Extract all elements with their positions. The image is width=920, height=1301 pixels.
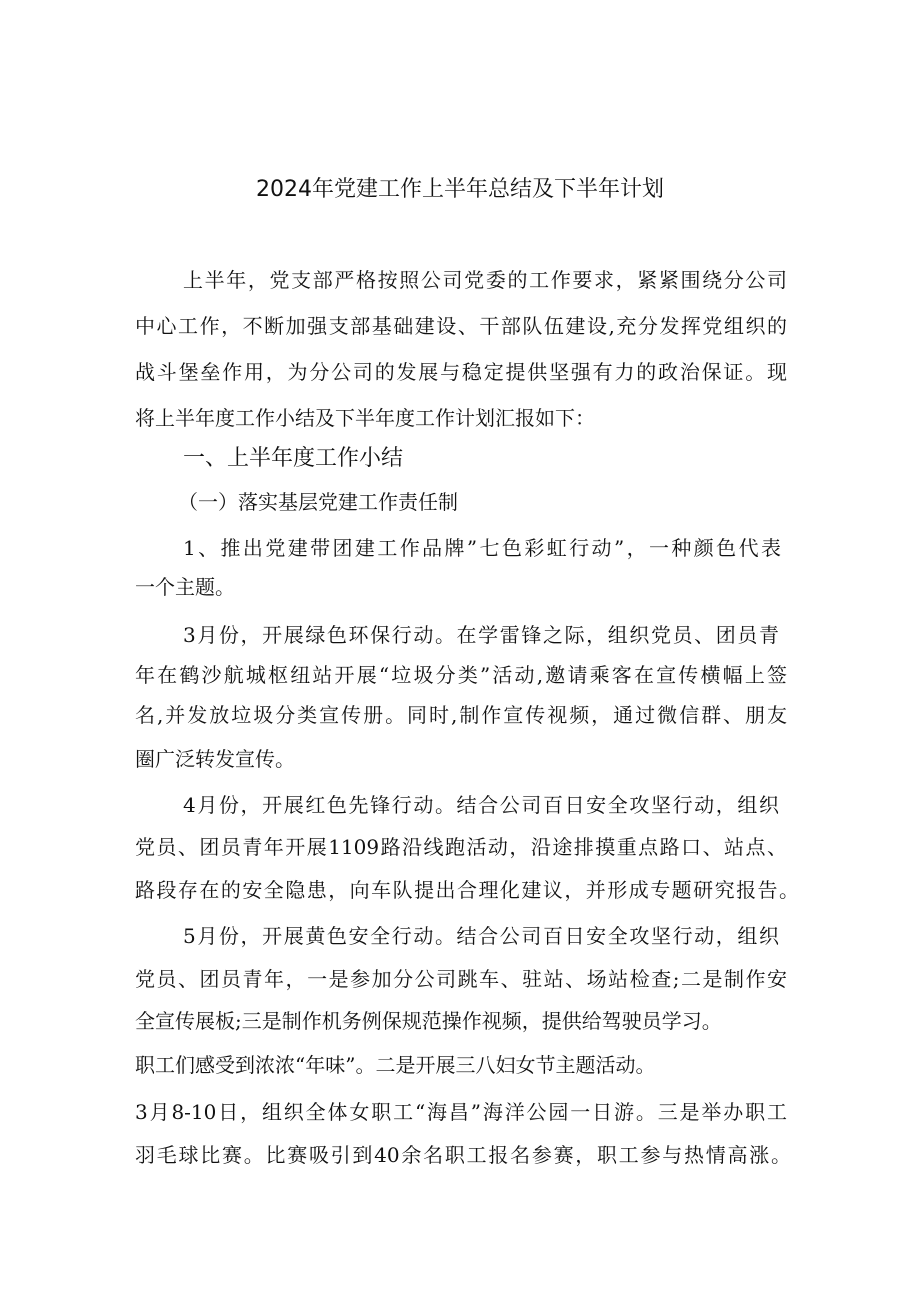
march-line-3: 名,并发放垃圾分类宣传册。同时,制作宣传视频，通过微信群、朋友 xyxy=(135,703,787,727)
march-line-2: 年在鹤沙航城枢纽站开展“垃圾分类”活动,邀请乘客在宣传横幅上签 xyxy=(135,663,787,687)
trailing-line-1: 职工们感受到浓浓“年味”。二是开展三八妇女节主题活动。 xyxy=(135,1053,656,1077)
section-heading: 一、上半年度工作小结 xyxy=(183,446,404,471)
intro-line-2: 中心工作，不断加强支部基础建设、干部队伍建设,充分发挥党组织的 xyxy=(135,314,787,338)
intro-line-4: 将上半年度工作小结及下半年度工作计划汇报如下： xyxy=(135,406,595,430)
trailing-line-2: 3月8-10日，组织全体女职工“海昌”海洋公园一日游。三是举办职工 xyxy=(135,1100,787,1124)
april-line-1: 4月份，开展红色先锋行动。结合公司百日安全攻坚行动，组织 xyxy=(183,793,779,817)
april-line-3: 路段存在的安全隐患，向车队提出合理化建议，并形成专题研究报告。 xyxy=(135,878,799,902)
document-title: 2024年党建工作上半年总结及下半年计划 xyxy=(256,177,664,202)
item1-line-2: 一个主题。 xyxy=(135,575,235,599)
trailing-line-3: 羽毛球比赛。比赛吸引到40余名职工报名参赛，职工参与热情高涨。 xyxy=(135,1143,791,1167)
subsection-heading: （一）落实基层党建工作责任制 xyxy=(178,490,458,514)
may-line-2: 党员、团员青年，一是参加分公司跳车、驻站、场站检查;二是制作安 xyxy=(135,967,787,991)
item1-line-1: 1、推出党建带团建工作品牌”七色彩虹行动”，一种颜色代表 xyxy=(183,536,781,560)
may-line-1: 5月份，开展黄色安全行动。结合公司百日安全攻坚行动，组织 xyxy=(183,924,779,948)
intro-line-1: 上半年，党支部严格按照公司党委的工作要求，紧紧围绕分公司 xyxy=(183,268,787,292)
april-line-2: 党员、团员青年开展1109路沿线跑活动，沿途排摸重点路口、站点、 xyxy=(135,835,787,859)
march-line-1: 3月份，开展绿色环保行动。在学雷锋之际，组织党员、团员青 xyxy=(183,623,779,647)
may-line-3: 全宣传展板;三是制作机务例保规范操作视频，提供给驾驶员学习。 xyxy=(135,1009,722,1033)
intro-line-3: 战斗堡垒作用，为分公司的发展与稳定提供坚强有力的政治保证。现 xyxy=(135,360,787,384)
march-line-4: 圈广泛转发宣传。 xyxy=(135,747,295,771)
